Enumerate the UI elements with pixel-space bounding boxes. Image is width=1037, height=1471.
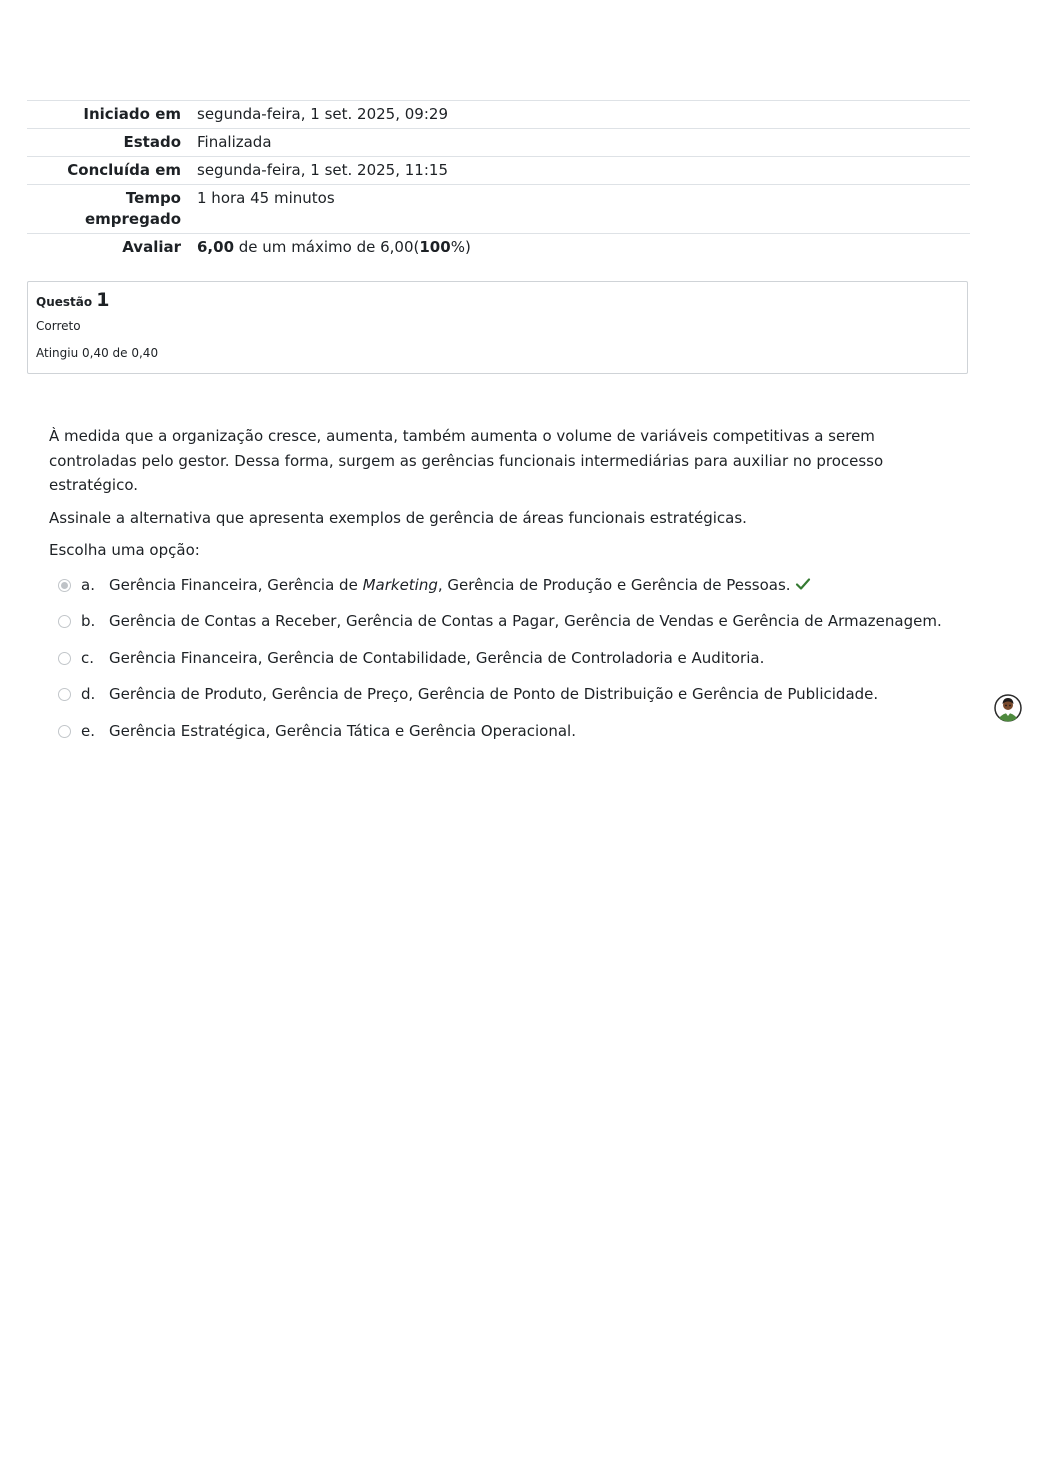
answer-letter: c. <box>81 648 95 667</box>
radio-button[interactable] <box>58 615 71 628</box>
summary-row-completed <box>27 157 970 185</box>
answer-letter: a. <box>81 575 95 594</box>
answer-list <box>49 573 949 744</box>
radio-button[interactable] <box>58 688 71 701</box>
answer-text-before: Gerência Financeira, Gerência de <box>109 575 363 594</box>
summary-value: segunda-feira, 1 set. 2025, 11:15 <box>197 161 448 179</box>
summary-label: Concluída em <box>67 161 181 179</box>
radio-button-selected[interactable] <box>58 579 71 592</box>
summary-label: Avaliar <box>122 238 181 256</box>
answer-letter: b. <box>81 612 96 630</box>
question-grade: Atingiu 0,40 de 0,40 <box>36 346 159 360</box>
question-number-value: 1 <box>96 289 110 311</box>
question-number <box>36 290 959 312</box>
answer-text: Gerência Estratégica, Gerência Tática e Gerência Operacional. <box>109 721 576 740</box>
answer-text <box>109 573 949 598</box>
summary-label: Iniciado em <box>83 105 181 123</box>
answer-text: Gerência de Contas a Receber, Gerência de Contas a Pagar, Gerência de Vendas e Gerência de Armazenagem. <box>109 612 942 630</box>
grade-middle: de um máximo de 6,00( <box>234 238 420 256</box>
attempt-summary-table <box>27 100 970 261</box>
question-text: À medida que a organização cresce, aumenta, também aumenta o volume de variáveis competitivas a serem controladas pelo gestor. Dessa forma, surgem as gerências funcionais intermediárias para auxiliar no processo estratégico. <box>49 427 884 494</box>
summary-grade-value <box>196 234 970 262</box>
answer-text-after: , Gerência de Produção e Gerência de Pessoas. <box>437 575 791 594</box>
question-label: Questão <box>36 295 93 309</box>
summary-label: Estado <box>123 133 181 151</box>
summary-row-state <box>27 129 970 157</box>
answer-option-d[interactable] <box>49 682 949 707</box>
question-info-box <box>27 281 968 374</box>
question-state: Correto <box>36 319 81 333</box>
answer-option-b[interactable] <box>49 609 949 634</box>
answer-text-italic: Marketing <box>362 575 438 594</box>
answer-option-c[interactable] <box>49 646 949 671</box>
summary-value: Finalizada <box>197 133 272 151</box>
answer-letter: d. <box>81 685 96 703</box>
answer-option-a[interactable] <box>49 573 949 598</box>
grade-suffix: %) <box>450 238 471 256</box>
radio-button[interactable] <box>58 725 71 738</box>
question-content <box>49 424 949 755</box>
answer-text: Gerência de Produto, Gerência de Preço, Gerência de Ponto de Distribuição e Gerência de Publicidade. <box>109 685 879 703</box>
summary-row-grade <box>27 234 970 262</box>
grade-percent: 100 <box>419 238 451 256</box>
answer-option-e[interactable] <box>49 719 949 744</box>
summary-row-started <box>27 101 970 129</box>
answer-letter: e. <box>81 721 95 740</box>
question-instruction: Assinale a alternativa que apresenta exemplos de gerência de áreas funcionais estratégicas. <box>49 508 747 527</box>
assistant-avatar-icon[interactable] <box>994 694 1022 722</box>
answer-prompt: Escolha uma opção: <box>49 541 200 559</box>
summary-row-time-taken <box>27 185 970 234</box>
grade-score: 6,00 <box>197 238 235 256</box>
summary-label: Tempo empregado <box>84 189 181 228</box>
summary-value: segunda-feira, 1 set. 2025, 09:29 <box>197 105 448 123</box>
check-icon <box>795 576 811 592</box>
summary-value: 1 hora 45 minutos <box>197 189 335 207</box>
answer-text: Gerência Financeira, Gerência de Contabilidade, Gerência de Controladoria e Auditoria. <box>109 648 765 667</box>
radio-button[interactable] <box>58 652 71 665</box>
